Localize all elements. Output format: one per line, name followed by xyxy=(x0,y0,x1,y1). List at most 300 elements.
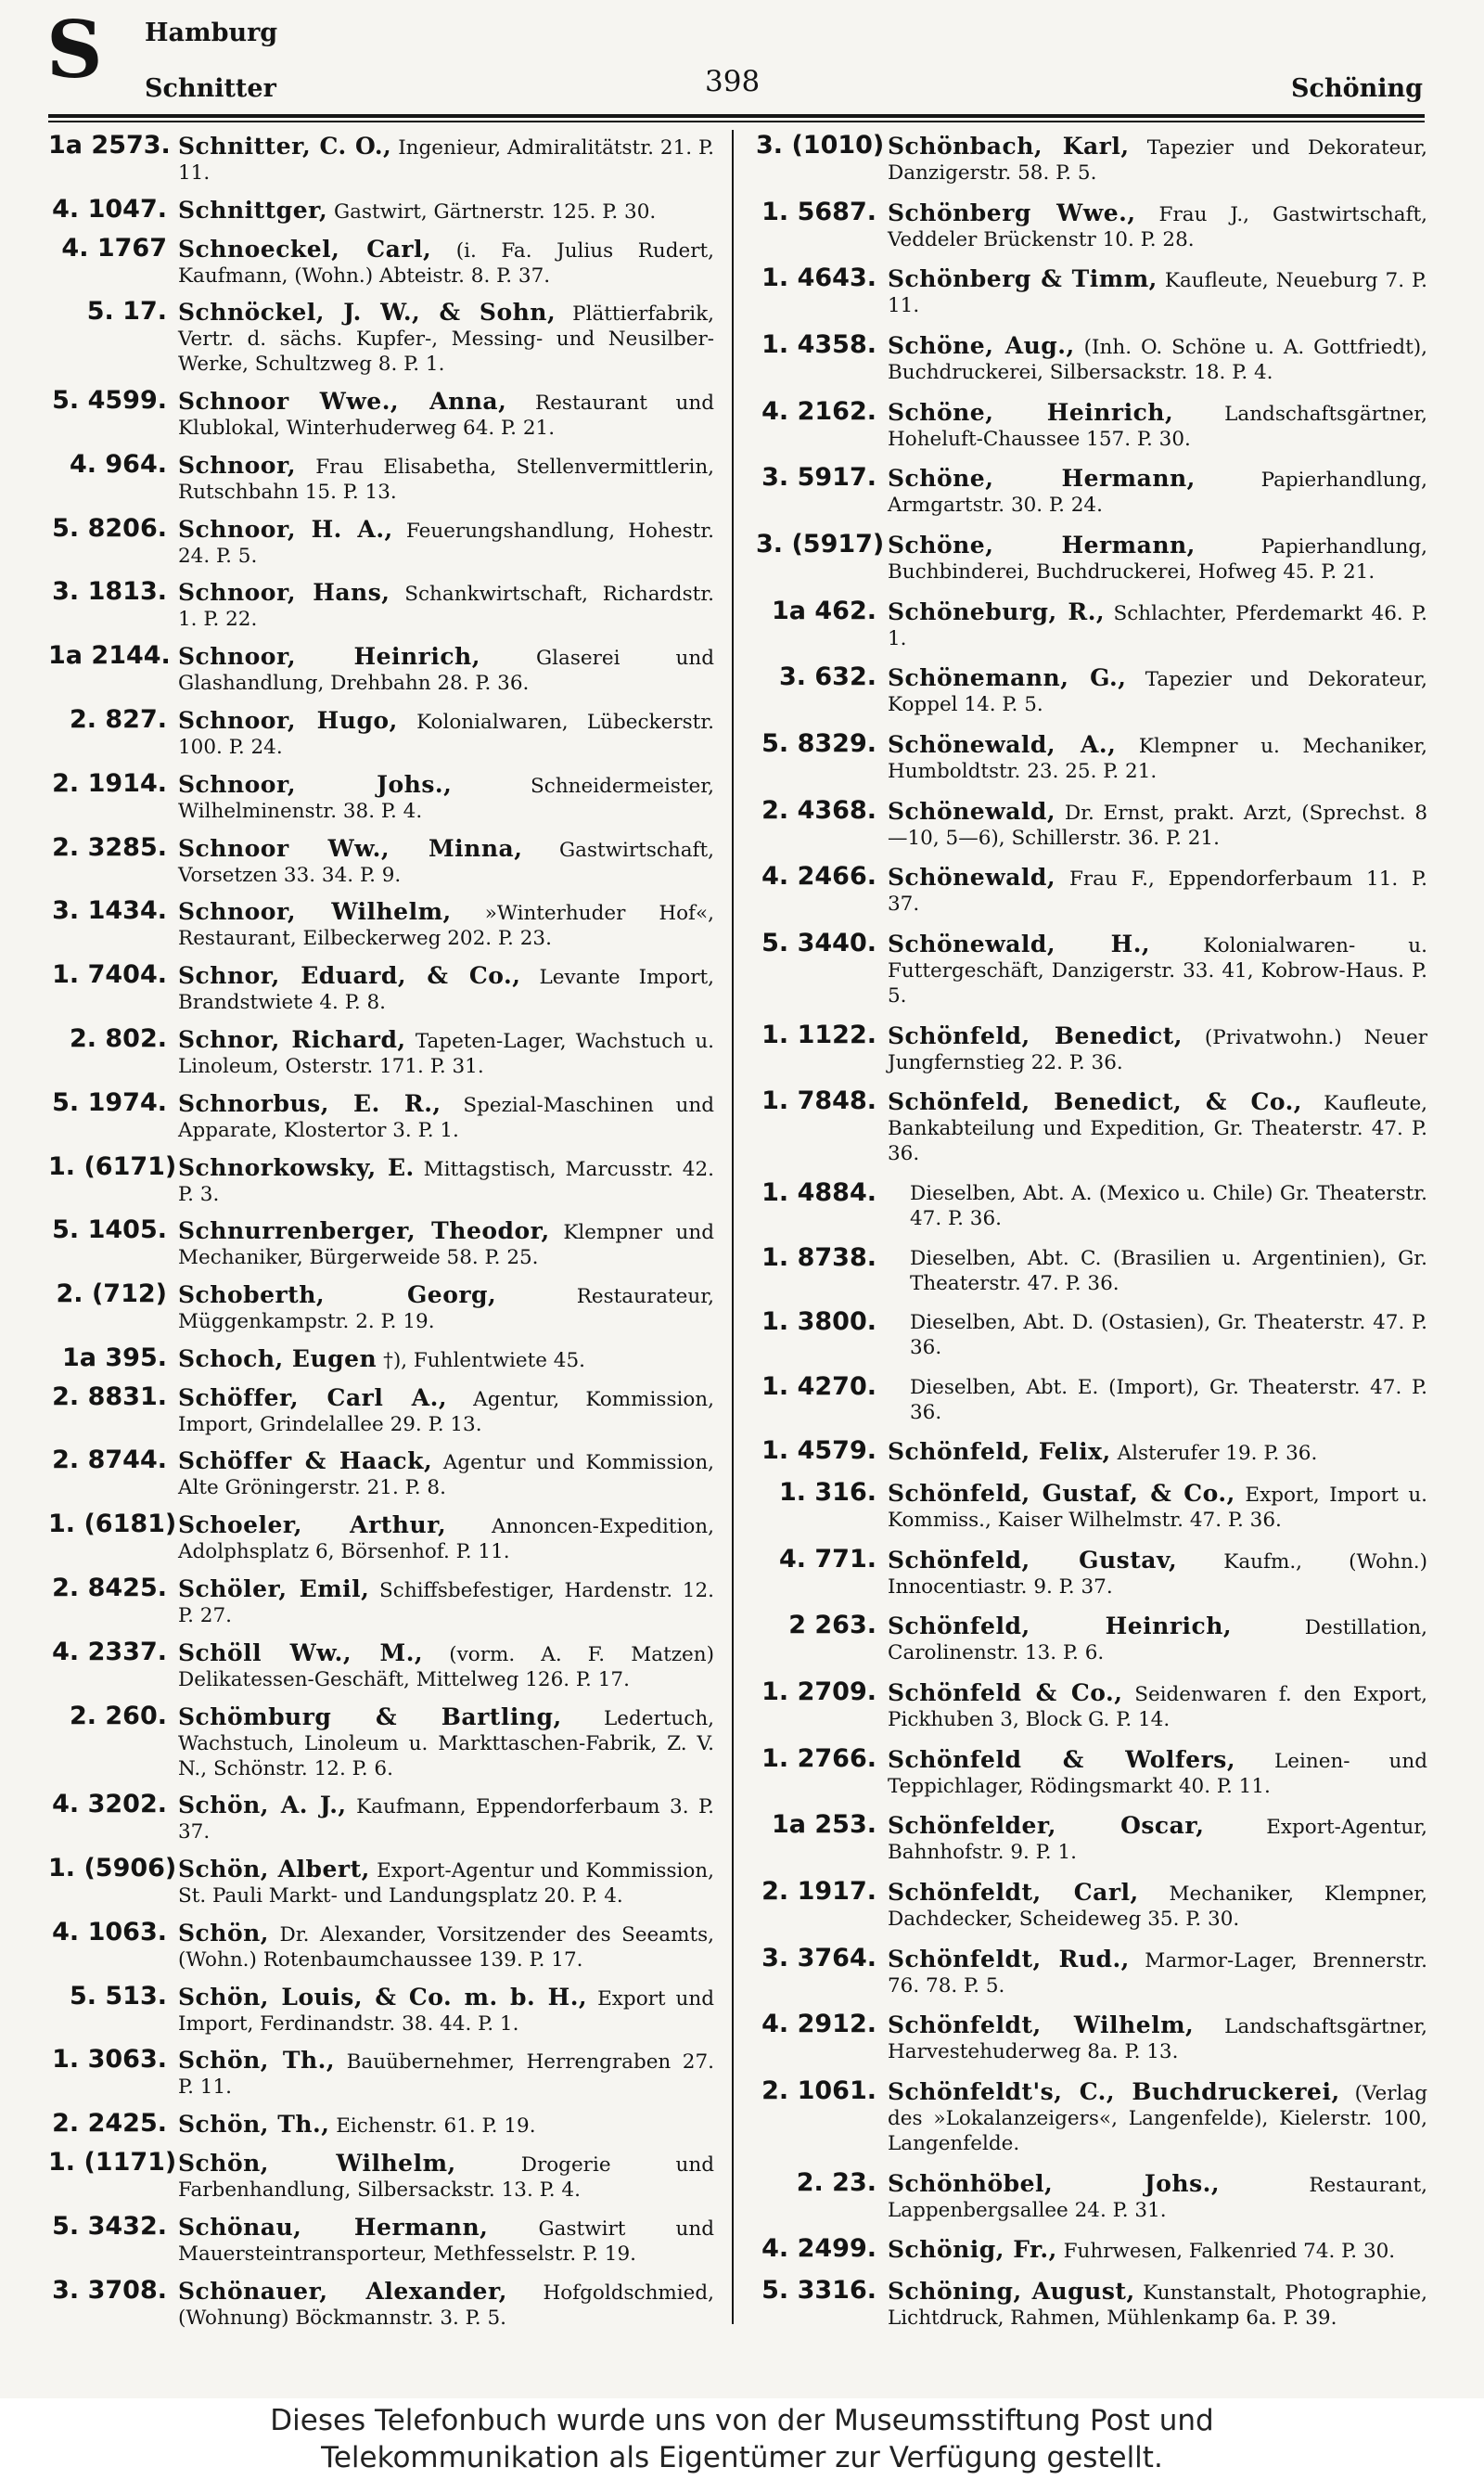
directory-entry xyxy=(756,132,1427,186)
entry-text xyxy=(888,2169,1427,2223)
entry-text xyxy=(888,132,1427,186)
subscriber-name: Schön, Th., xyxy=(178,2047,336,2075)
subscriber-details: Alsterufer 19. P. 36. xyxy=(1110,1442,1318,1466)
entry-text xyxy=(178,897,714,951)
subscriber-name: Schönfeld, Gustav, xyxy=(888,1546,1178,1574)
phone-number: 1. 7404. xyxy=(52,960,167,990)
phone-number: 5. 3316. xyxy=(761,2276,876,2305)
subscriber-name: Schöffer & Haack, xyxy=(178,1447,433,1475)
subscriber-details: Restaurant und Klublokal, Winterhuderweg 64. P. 21. xyxy=(178,392,714,441)
entry-text xyxy=(178,1446,714,1500)
phone-number: 2. (712) xyxy=(56,1279,167,1309)
subscriber-details: Tapezier und Dekorateur, Koppel 14. P. 5. xyxy=(888,668,1427,717)
directory-entry xyxy=(48,706,714,760)
subscriber-name: Schön, Louis, & Co. m. b. H., xyxy=(178,1983,588,2011)
directory-entry xyxy=(756,598,1427,651)
entry-text xyxy=(888,730,1427,784)
subscriber-details: Hofgoldschmied, (Wohnung) Böckmannstr. 3. P. 5. xyxy=(178,2281,714,2330)
entry-text xyxy=(888,398,1427,452)
directory-entry xyxy=(48,961,714,1015)
phone-number: 2. 3285. xyxy=(52,832,167,862)
subscriber-details: Mechaniker, Klempner, Dachdecker, Scheideweg 35. P. 30. xyxy=(888,1882,1427,1932)
phone-number: 1. 4884. xyxy=(761,1177,876,1207)
footer-line-1: Dieses Telefonbuch wurde uns von der Museumsstiftung Post und xyxy=(270,2404,1214,2437)
subscriber-name: Schönewald, xyxy=(888,864,1056,892)
phone-number: 5. 8206. xyxy=(52,513,167,543)
subscriber-details: Dieselben, Abt. E. (Import), Gr. Theaterstr. 47. P. 36. xyxy=(910,1375,1427,1424)
phone-number: 1. 4643. xyxy=(761,263,876,293)
phone-number: 1. 3800. xyxy=(761,1307,876,1337)
subscriber-name: Schönberg Wwe., xyxy=(888,199,1136,226)
entry-text xyxy=(888,464,1427,518)
directory-entry xyxy=(756,730,1427,784)
right-running-head: Schöning xyxy=(1291,74,1423,103)
entry-text xyxy=(178,1383,714,1437)
directory-entry xyxy=(48,578,714,632)
phone-number: 1. 316. xyxy=(778,1478,876,1508)
subscriber-name: Schnitter, C. O., xyxy=(178,133,392,160)
directory-entry xyxy=(48,1089,714,1143)
subscriber-name: Schnoeckel, Carl, xyxy=(178,235,432,263)
entry-text xyxy=(888,1811,1427,1865)
subscriber-details: Kolonialwaren, Lübeckerstr. 100. P. 24. xyxy=(178,711,714,760)
phone-number: 1a 2144. xyxy=(48,641,171,671)
directory-entry xyxy=(48,2110,714,2139)
directory-entry xyxy=(48,451,714,505)
subscriber-details: Landschaftsgärtner, Hoheluft-Chaussee 157. P. 30. xyxy=(888,402,1428,451)
directory-entry xyxy=(48,1638,714,1692)
subscriber-details: Kunstanstalt, Photographie, Lichtdruck, Rahmen, Mühlenkamp 6a. P. 39. xyxy=(888,2281,1427,2330)
phone-number: 4. 771. xyxy=(778,1544,876,1574)
directory-entry xyxy=(756,1745,1427,1799)
subscriber-name: Schöne, Hermann, xyxy=(888,465,1196,493)
directory-entry xyxy=(48,1025,714,1079)
directory-entry xyxy=(48,1703,714,1781)
directory-entry xyxy=(48,2046,714,2100)
subscriber-name: Schnoor, Hans, xyxy=(178,579,390,607)
subscriber-details: Kaufleute, Bankabteilung und Expedition, Gr. Theaterstr. 47. P. 36. xyxy=(888,1092,1428,1166)
entry-text xyxy=(178,1089,714,1143)
directory-entry xyxy=(48,1383,714,1437)
subscriber-details: »Winterhuder Hof«, Restaurant, Eilbeckerweg 202. P. 23. xyxy=(178,902,714,951)
city-name: Hamburg xyxy=(145,19,278,47)
phone-number: 2. 1914. xyxy=(52,768,167,798)
phone-number: 2. 8425. xyxy=(52,1573,167,1602)
phone-number: 4. 2499. xyxy=(761,2234,876,2264)
subscriber-details: Drogerie und Farbenhandlung, Silbersackstr. 13. P. 4. xyxy=(178,2153,714,2202)
directory-entry xyxy=(48,1446,714,1500)
subscriber-name: Schoeler, Arthur, xyxy=(178,1511,447,1539)
subscriber-name: Schnorkowsky, E. xyxy=(178,1153,415,1181)
directory-entry xyxy=(48,1280,714,1334)
subscriber-name: Schönfeld, Gustaf, & Co., xyxy=(888,1480,1235,1508)
subscriber-name: Schnoor, H. A., xyxy=(178,515,393,543)
phone-number: 2. 4368. xyxy=(761,795,876,825)
phone-number: 1. (1171) xyxy=(48,2148,177,2177)
subscriber-name: Schönfeldt's, C., Buchdruckerei, xyxy=(888,2078,1340,2106)
entry-text xyxy=(178,1855,714,1908)
phone-number: 3. 632. xyxy=(778,662,876,692)
entry-text xyxy=(178,1344,714,1373)
subscriber-details: Feuerungshandlung, Hohestr. 24. P. 5. xyxy=(178,519,714,568)
entry-text xyxy=(888,1878,1427,1932)
subscriber-name: Schönfeld & Wolfers, xyxy=(888,1745,1236,1773)
subscriber-name: Schnor, Eduard, & Co., xyxy=(178,962,521,990)
subscriber-name: Schön, Th., xyxy=(178,2111,330,2139)
directory-entry xyxy=(756,1878,1427,1932)
entry-text xyxy=(178,515,714,569)
directory-entry xyxy=(756,2277,1427,2331)
entry-text xyxy=(178,961,714,1015)
subscriber-name: Schnoor, Johs., xyxy=(178,770,453,798)
entry-text xyxy=(888,863,1427,917)
entry-text xyxy=(888,1179,1427,1231)
subscriber-name: Schönhöbel, Johs., xyxy=(888,2169,1221,2197)
subscriber-name: Schöffer, Carl A., xyxy=(178,1383,448,1411)
subscriber-details: Fuhrwesen, Falkenried 74. P. 30. xyxy=(1056,2240,1396,2264)
phone-number: 3. 1434. xyxy=(52,896,167,926)
phone-number: 1. (5906) xyxy=(48,1854,177,1883)
phone-number: 3. (1010) xyxy=(756,131,885,160)
subscriber-details: Dr. Alexander, Vorsitzender des Seeamts, (Wohn.) Rotenbaumchaussee 139. P. 17. xyxy=(178,1922,714,1972)
phone-number: 1a 395. xyxy=(61,1343,167,1372)
directory-entry xyxy=(48,1919,714,1972)
directory-entry xyxy=(48,132,714,186)
phone-number: 4. 1047. xyxy=(52,194,167,224)
phone-number: 2. 802. xyxy=(69,1023,167,1053)
entry-text xyxy=(178,1153,714,1207)
directory-entry xyxy=(48,1344,714,1373)
directory-entry xyxy=(756,663,1427,717)
phone-number: 2. 260. xyxy=(69,1701,167,1730)
phone-number: 1. 2766. xyxy=(761,1743,876,1773)
subscriber-name: Schnoor, Wilhelm, xyxy=(178,898,452,926)
entry-text xyxy=(178,1216,714,1270)
directory-entry xyxy=(48,1216,714,1270)
subscriber-details: Dieselben, Abt. A. (Mexico u. Chile) Gr. Theaterstr. 47. P. 36. xyxy=(910,1181,1427,1230)
entry-text xyxy=(178,834,714,888)
subscriber-name: Schöll Ww., M., xyxy=(178,1638,424,1666)
entry-text xyxy=(178,2110,714,2139)
entry-text xyxy=(178,1025,714,1079)
entry-text xyxy=(178,2277,714,2331)
phone-number: 1. 8738. xyxy=(761,1242,876,1272)
entry-text xyxy=(178,1638,714,1692)
subscriber-details: Marmor-Lager, Brennerstr. 76. 78. P. 5. xyxy=(888,1948,1427,1998)
subscriber-details: Dr. Ernst, prakt. Arzt, (Sprechst. 8—10, 5—6), Schillerstr. 36. P. 21. xyxy=(888,801,1427,850)
entry-text xyxy=(888,663,1427,717)
entry-text xyxy=(888,2077,1427,2156)
subscriber-name: Schönfeld, Felix, xyxy=(888,1438,1111,1466)
entry-text xyxy=(888,1546,1427,1600)
subscriber-details: Levante Import, Brandstwiete 4. P. 8. xyxy=(178,966,714,1015)
right-column xyxy=(756,132,1427,2331)
subscriber-name: Schönfeld & Co., xyxy=(888,1679,1123,1707)
entry-text xyxy=(178,132,714,186)
subscriber-details: Klempner und Mechaniker, Bürgerweide 58. P. 25. xyxy=(178,1221,714,1270)
entry-text xyxy=(888,797,1427,851)
directory-entry xyxy=(48,642,714,696)
subscriber-details: Ledertuch, Wachstuch, Linoleum u. Markttaschen-Fabrik, Z. V. N., Schönstr. 12. P. 6. xyxy=(178,1706,714,1780)
entry-text xyxy=(178,2046,714,2100)
subscriber-name: Schöneburg, R., xyxy=(888,598,1106,625)
subscriber-name: Schöne, Aug., xyxy=(888,331,1075,359)
directory-entry xyxy=(756,1437,1427,1466)
entry-text xyxy=(888,531,1427,585)
entry-text xyxy=(178,642,714,696)
subscriber-details: Spezial-Maschinen und Apparate, Klostertor 3. P. 1. xyxy=(178,1093,714,1142)
subscriber-name: Schönewald, xyxy=(888,797,1056,825)
page-number: 398 xyxy=(705,65,761,98)
directory-entry xyxy=(756,930,1427,1009)
subscriber-name: Schöne, Heinrich, xyxy=(888,398,1174,426)
subscriber-name: Schön, Wilhelm, xyxy=(178,2150,456,2177)
subscriber-details: Destillation, Carolinenstr. 13. P. 6. xyxy=(888,1616,1427,1665)
footer-line-2: Telekommunikation als Eigentümer zur Verfügung gestellt. xyxy=(321,2441,1163,2474)
subscriber-details: Klempner u. Mechaniker, Humboldtstr. 23. 25. P. 21. xyxy=(888,734,1428,783)
subscriber-name: Schnoor, xyxy=(178,451,297,479)
phone-number: 2. 1061. xyxy=(761,2076,876,2106)
phone-number: 5. 4599. xyxy=(52,386,167,416)
directory-entry xyxy=(756,464,1427,518)
subscriber-name: Schnoor Ww., Minna, xyxy=(178,834,523,862)
directory-entry xyxy=(756,531,1427,585)
entry-text xyxy=(888,2011,1427,2064)
subscriber-details: Plättierfabrik, Vertr. d. sächs. Kupfer-, Messing- und Neusilber-Werke, Schultzweg 8. P. 1. xyxy=(178,302,714,377)
phone-number: 2 263. xyxy=(788,1611,876,1640)
phone-number: 4. 2162. xyxy=(761,396,876,426)
entry-text xyxy=(888,1437,1427,1466)
directory-entry xyxy=(756,2011,1427,2064)
subscriber-details: Schankwirtschaft, Richardstr. 1. P. 22. xyxy=(178,583,714,632)
subscriber-details: Restaurateur, Müggenkampstr. 2. P. 19. xyxy=(178,1285,714,1334)
directory-entry xyxy=(756,1373,1427,1425)
phone-number: 5. 3432. xyxy=(52,2211,167,2241)
directory-entry xyxy=(756,1087,1427,1166)
subscriber-name: Schön, Albert, xyxy=(178,1856,370,1883)
entry-text xyxy=(888,199,1427,252)
directory-entry xyxy=(48,196,714,225)
phone-number: 4. 1063. xyxy=(52,1917,167,1947)
directory-entry xyxy=(48,1855,714,1908)
subscriber-name: Schnoor, Heinrich, xyxy=(178,643,480,671)
phone-number: 2. 8831. xyxy=(52,1381,167,1411)
entry-text xyxy=(888,930,1427,1009)
subscriber-details: Kaufm., (Wohn.) Innocentiastr. 9. P. 37. xyxy=(888,1549,1428,1599)
subscriber-details: Gastwirt, Gärtnerstr. 125. P. 30. xyxy=(327,199,657,224)
subscriber-details: Papierhandlung, Buchbinderei, Buchdruckerei, Hofweg 45. P. 21. xyxy=(888,534,1427,584)
subscriber-details: Export und Import, Ferdinandstr. 38. 44. P. 1. xyxy=(178,1986,714,2036)
directory-entry xyxy=(48,1153,714,1207)
entry-text xyxy=(178,578,714,632)
entry-text xyxy=(178,387,714,441)
entry-text xyxy=(888,598,1427,651)
subscriber-name: Schnoor, Hugo, xyxy=(178,707,398,735)
subscriber-details: Export, Import u. Kommiss., Kaiser Wilhelmstr. 47. P. 36. xyxy=(888,1484,1427,1533)
entry-text xyxy=(888,264,1427,318)
subscriber-details: Landschaftsgärtner, Harvestehuderweg 8a. P. 13. xyxy=(888,2015,1427,2064)
phone-number: 4. 2466. xyxy=(761,862,876,892)
phone-number: 1a 253. xyxy=(771,1810,876,1840)
subscriber-name: Schöler, Emil, xyxy=(178,1574,370,1602)
subscriber-details: Glaserei und Glashandlung, Drehbahn 28. P. 36. xyxy=(178,647,714,696)
directory-entry xyxy=(756,2235,1427,2264)
entry-text xyxy=(888,1612,1427,1665)
directory-entry xyxy=(756,1179,1427,1231)
phone-number: 1. 2709. xyxy=(761,1677,876,1707)
subscriber-details: (vorm. A. F. Matzen) Delikatessen-Geschäft, Mittelweg 126. P. 17. xyxy=(178,1642,714,1691)
subscriber-details: Tapezier und Dekorateur, Danzigerstr. 58. P. 5. xyxy=(888,136,1427,185)
subscriber-name: Schöning, August, xyxy=(888,2278,1135,2305)
subscriber-name: Schönemann, G., xyxy=(888,664,1127,692)
subscriber-details: Ingenieur, Admiralitätstr. 21. P. 11. xyxy=(178,136,714,185)
directory-entry xyxy=(756,1546,1427,1600)
phone-number: 1. 4579. xyxy=(761,1436,876,1466)
subscriber-details: (Inh. O. Schöne u. A. Gottfriedt), Buchdruckerei, Silbersackstr. 18. P. 4. xyxy=(888,335,1427,384)
subscriber-details: Schlachter, Pferdemarkt 46. P. 1. xyxy=(888,601,1427,650)
directory-entry xyxy=(756,1022,1427,1075)
directory-entry xyxy=(756,398,1427,452)
entry-text xyxy=(178,1703,714,1781)
phone-number: 2. 23. xyxy=(796,2167,876,2197)
subscriber-name: Schnor, Richard, xyxy=(178,1025,406,1053)
subscriber-name: Schoberth, Georg, xyxy=(178,1281,497,1309)
entry-text xyxy=(888,1022,1427,1075)
section-letter: S xyxy=(46,4,103,96)
phone-number: 1. 4270. xyxy=(761,1371,876,1401)
subscriber-details: Gastwirtschaft, Vorsetzen 33. 34. P. 9. xyxy=(178,838,714,887)
phone-number: 5. 8329. xyxy=(761,728,876,758)
subscriber-name: Schoch, Eugen xyxy=(178,1344,377,1372)
left-running-head: Schnitter xyxy=(145,74,276,103)
subscriber-details: (Privatwohn.) Neuer Jungfernstieg 22. P. 36. xyxy=(888,1025,1427,1074)
phone-number: 2. 827. xyxy=(69,705,167,735)
directory-entry xyxy=(756,1308,1427,1360)
directory-entry xyxy=(48,770,714,824)
phone-number: 4. 964. xyxy=(69,449,167,479)
subscriber-details: Export-Agentur, Bahnhofstr. 9. P. 1. xyxy=(888,1816,1428,1865)
subscriber-name: Schnurrenberger, Theodor, xyxy=(178,1217,550,1245)
entry-text xyxy=(178,1280,714,1334)
phone-number: 2. 2425. xyxy=(52,2109,167,2139)
subscriber-name: Schönewald, A., xyxy=(888,730,1117,758)
subscriber-name: Schönauer, Alexander, xyxy=(178,2277,508,2305)
directory-entry xyxy=(48,2149,714,2203)
directory-entry xyxy=(756,797,1427,851)
subscriber-name: Schönfeldt, Wilhelm, xyxy=(888,2011,1195,2039)
entry-text xyxy=(888,1745,1427,1799)
page-header xyxy=(0,0,1484,121)
subscriber-details: Schiffsbefestiger, Hardenstr. 12. P. 27. xyxy=(178,1578,714,1627)
phone-number: 4. 2912. xyxy=(761,2010,876,2039)
subscriber-name: Schönfeldt, Carl, xyxy=(888,1879,1139,1907)
directory-entry xyxy=(48,834,714,888)
subscriber-details: †), Fuhlentwiete 45. xyxy=(377,1348,585,1372)
phone-number: 5. 1974. xyxy=(52,1087,167,1117)
subscriber-details: Bauübernehmer, Herrengraben 27. P. 11. xyxy=(178,2050,714,2100)
header-rule-thin xyxy=(48,121,1425,122)
subscriber-name: Schönbach, Karl, xyxy=(888,133,1130,160)
entry-text xyxy=(888,1308,1427,1360)
subscriber-details: Restaurant, Lappenbergsallee 24. P. 31. xyxy=(888,2173,1427,2222)
phone-number: 3. (5917) xyxy=(756,529,885,559)
phone-number: 1. (6171) xyxy=(48,1151,177,1181)
left-column xyxy=(48,132,714,2331)
directory-entry xyxy=(48,387,714,441)
phone-number: 1. 5687. xyxy=(761,197,876,226)
subscriber-details: Dieselben, Abt. C. (Brasilien u. Argentinien), Gr. Theaterstr. 47. P. 36. xyxy=(910,1246,1427,1295)
subscriber-name: Schönau, Hermann, xyxy=(178,2213,489,2241)
directory-entry xyxy=(756,1811,1427,1865)
subscriber-details: Kaufleute, Neueburg 7. P. 11. xyxy=(888,269,1427,318)
subscriber-name: Schnöckel, J. W., & Sohn, xyxy=(178,299,556,327)
subscriber-details: (Verlag des »Lokalanzeigers«, Langenfelde), Kielerstr. 100, Langenfelde. xyxy=(888,2082,1427,2156)
subscriber-details: Seidenwaren f. den Export, Pickhuben 3, Block G. P. 14. xyxy=(888,1683,1427,1732)
phone-number: 1. 3063. xyxy=(52,2045,167,2075)
phone-number: 1. 7848. xyxy=(761,1086,876,1116)
directory-entry xyxy=(48,897,714,951)
entry-text xyxy=(178,298,714,377)
entry-text xyxy=(888,1244,1427,1296)
directory-entry xyxy=(48,235,714,289)
phone-number: 1. (6181) xyxy=(48,1510,177,1539)
directory-entry xyxy=(756,1945,1427,1998)
phone-number: 3. 5917. xyxy=(761,463,876,493)
column-divider xyxy=(732,130,734,2324)
entry-text xyxy=(178,235,714,289)
directory-entry xyxy=(756,863,1427,917)
subscriber-name: Schönfeld, Heinrich, xyxy=(888,1613,1233,1640)
subscriber-details: Kolonialwaren- u. Futtergeschäft, Danzigerstr. 33. 41, Kobrow-Haus. P. 5. xyxy=(888,933,1427,1008)
entry-text xyxy=(178,770,714,824)
subscriber-name: Schön, A. J., xyxy=(178,1792,347,1819)
entry-text xyxy=(178,1919,714,1972)
directory-entry xyxy=(756,1244,1427,1296)
header-rule xyxy=(48,114,1425,118)
entry-text xyxy=(178,1983,714,2037)
directory-entry xyxy=(48,1983,714,2037)
directory-entry xyxy=(756,1678,1427,1732)
subscriber-name: Schönfelder, Oscar, xyxy=(888,1812,1205,1840)
directory-entry xyxy=(756,199,1427,252)
entry-text xyxy=(178,1791,714,1844)
subscriber-details: Agentur, Kommission, Import, Grindelallee 29. P. 13. xyxy=(178,1387,714,1436)
subscriber-details: Dieselben, Abt. D. (Ostasien), Gr. Theaterstr. 47. P. 36. xyxy=(910,1311,1427,1360)
entry-text xyxy=(178,706,714,760)
phone-number: 1a 462. xyxy=(771,596,876,625)
entry-text xyxy=(888,1945,1427,1998)
entry-text xyxy=(178,2213,714,2267)
phone-number: 5. 1405. xyxy=(52,1215,167,1245)
subscriber-name: Schönfeldt, Rud., xyxy=(888,1945,1130,1972)
directory-entry xyxy=(756,2169,1427,2223)
entry-text xyxy=(178,2149,714,2203)
directory-entry xyxy=(756,1612,1427,1665)
entry-text xyxy=(888,2277,1427,2331)
subscriber-name: Schnorbus, E. R., xyxy=(178,1089,441,1117)
directory-entry xyxy=(756,264,1427,318)
directory-entry xyxy=(756,2077,1427,2156)
phone-number: 1. 1122. xyxy=(761,1020,876,1049)
subscriber-details: (i. Fa. Julius Rudert, Kaufmann, (Wohn.) Abteistr. 8. P. 37. xyxy=(178,238,714,288)
directory-entry xyxy=(48,1791,714,1844)
subscriber-name: Schön, xyxy=(178,1919,270,1947)
entry-text xyxy=(888,1678,1427,1732)
phone-number: 5. 17. xyxy=(86,297,167,327)
directory-entry xyxy=(48,515,714,569)
directory-entry xyxy=(48,2213,714,2267)
phone-number: 4. 1767 xyxy=(61,233,167,263)
